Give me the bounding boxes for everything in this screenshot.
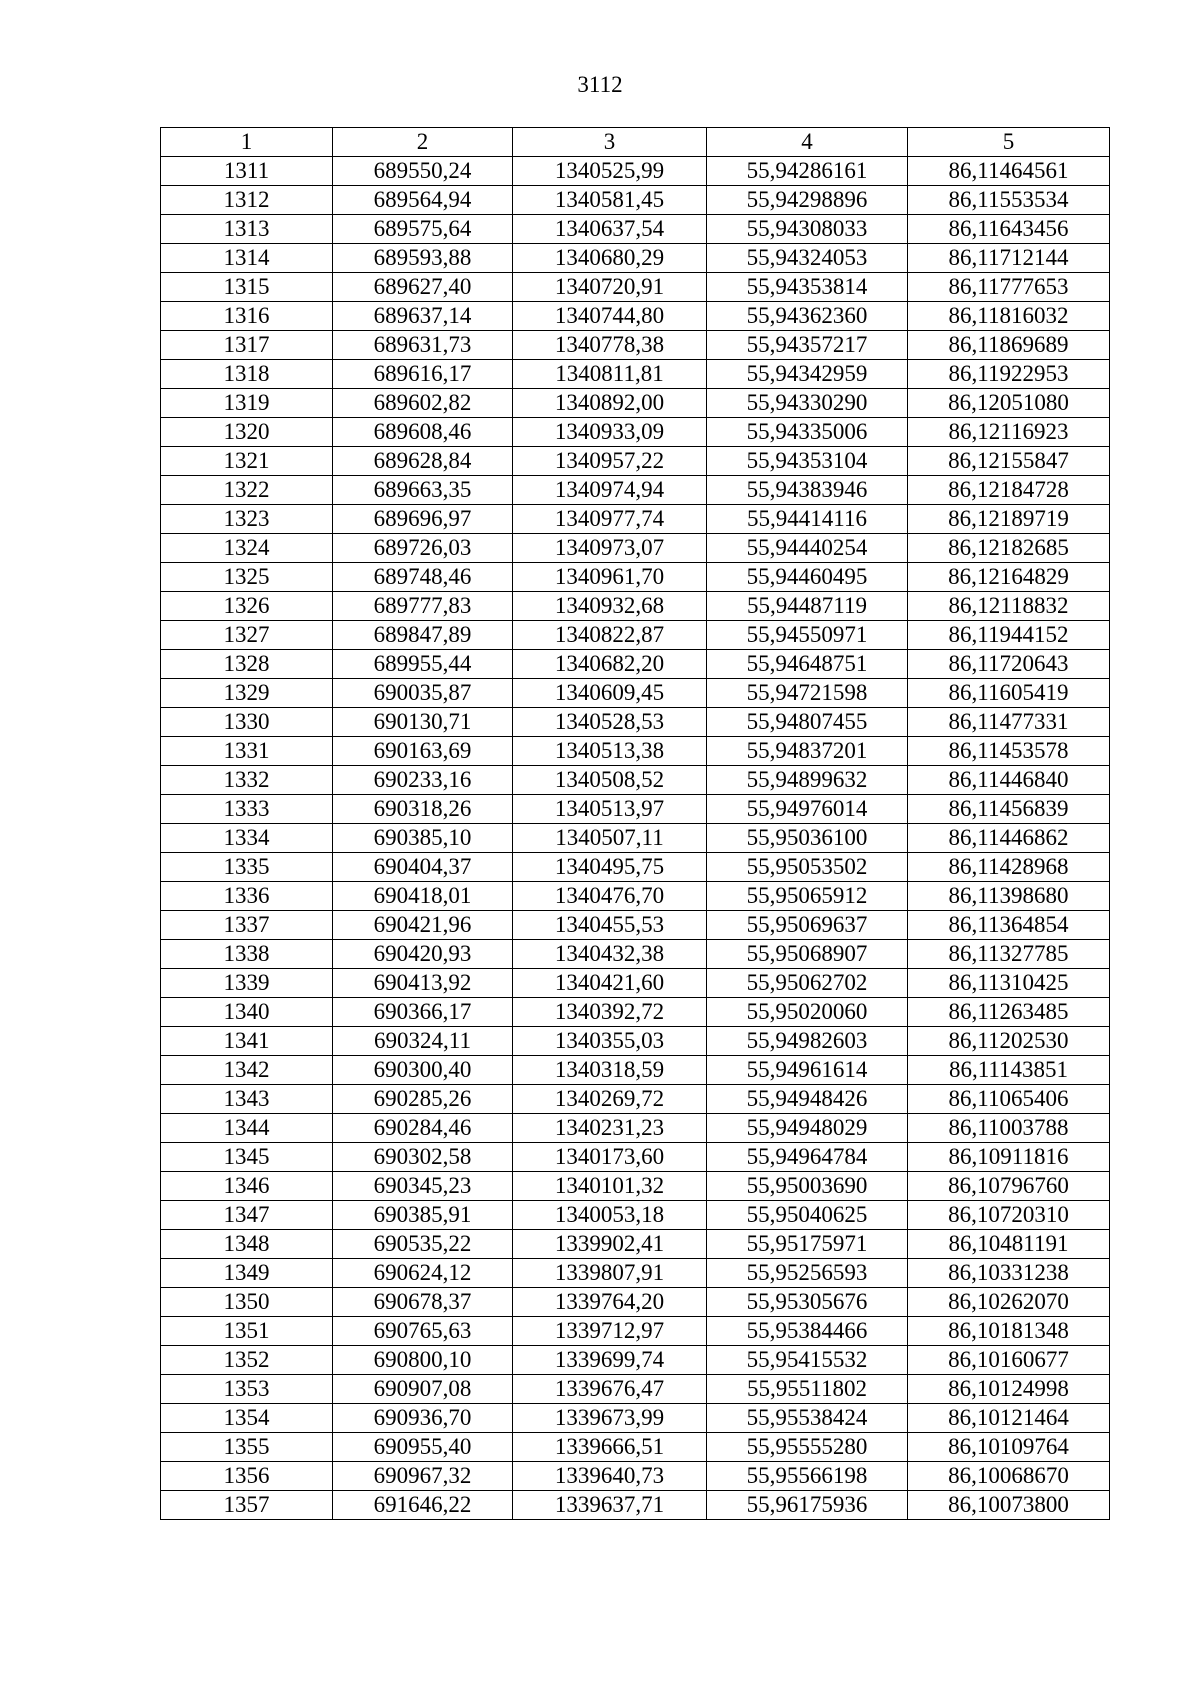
table-cell: 55,94362360 — [707, 302, 908, 331]
table-cell: 1340513,38 — [513, 737, 707, 766]
table-row — [161, 679, 1110, 708]
table-row — [161, 1375, 1110, 1404]
table-cell: 690233,16 — [333, 766, 513, 795]
table-cell: 689608,46 — [333, 418, 513, 447]
table-cell: 690955,40 — [333, 1433, 513, 1462]
table-cell: 1339673,99 — [513, 1404, 707, 1433]
table-row — [161, 273, 1110, 302]
table-cell: 1339666,51 — [513, 1433, 707, 1462]
table-cell: 86,12182685 — [908, 534, 1110, 563]
table-cell: 86,11446840 — [908, 766, 1110, 795]
table-cell: 86,11446862 — [908, 824, 1110, 853]
table-cell: 689627,40 — [333, 273, 513, 302]
table-row — [161, 360, 1110, 389]
table-cell: 1340455,53 — [513, 911, 707, 940]
table-cell: 689593,88 — [333, 244, 513, 273]
table-cell: 55,95305676 — [707, 1288, 908, 1317]
table-cell: 1351 — [161, 1317, 333, 1346]
table-cell: 1343 — [161, 1085, 333, 1114]
table-cell: 1315 — [161, 273, 333, 302]
table-cell: 1342 — [161, 1056, 333, 1085]
table-cell: 86,10720310 — [908, 1201, 1110, 1230]
table-cell: 1340508,52 — [513, 766, 707, 795]
table-cell: 1353 — [161, 1375, 333, 1404]
table-cell: 55,94648751 — [707, 650, 908, 679]
table-cell: 1340392,72 — [513, 998, 707, 1027]
table-cell: 690300,40 — [333, 1056, 513, 1085]
table-row — [161, 1230, 1110, 1259]
table-cell: 86,11777653 — [908, 273, 1110, 302]
table-cell: 1340495,75 — [513, 853, 707, 882]
table-row — [161, 505, 1110, 534]
table-cell: 86,11364854 — [908, 911, 1110, 940]
table-cell: 1335 — [161, 853, 333, 882]
table-cell: 55,94330290 — [707, 389, 908, 418]
table-row — [161, 476, 1110, 505]
table-cell: 55,95384466 — [707, 1317, 908, 1346]
table-cell: 1340682,20 — [513, 650, 707, 679]
table-cell: 55,94721598 — [707, 679, 908, 708]
table-row — [161, 1259, 1110, 1288]
table-cell: 86,11720643 — [908, 650, 1110, 679]
table-cell: 1340932,68 — [513, 592, 707, 621]
table-cell: 55,94948426 — [707, 1085, 908, 1114]
table-cell: 55,94899632 — [707, 766, 908, 795]
table-cell: 1340053,18 — [513, 1201, 707, 1230]
table-row — [161, 1143, 1110, 1172]
table-row — [161, 708, 1110, 737]
table-cell: 86,11398680 — [908, 882, 1110, 911]
table-cell: 55,94353104 — [707, 447, 908, 476]
table-row — [161, 1491, 1110, 1520]
table-cell: 55,94948029 — [707, 1114, 908, 1143]
table-cell: 1340778,38 — [513, 331, 707, 360]
table-cell: 689847,89 — [333, 621, 513, 650]
table-cell: 1340421,60 — [513, 969, 707, 998]
table-row — [161, 882, 1110, 911]
table-cell: 55,95069637 — [707, 911, 908, 940]
table-cell: 1340231,23 — [513, 1114, 707, 1143]
table-cell: 689696,97 — [333, 505, 513, 534]
table-cell: 1321 — [161, 447, 333, 476]
table-cell: 689602,82 — [333, 389, 513, 418]
table-cell: 1339640,73 — [513, 1462, 707, 1491]
table-cell: 1340581,45 — [513, 186, 707, 215]
table-cell: 1327 — [161, 621, 333, 650]
table-cell: 689748,46 — [333, 563, 513, 592]
table-cell: 86,12164829 — [908, 563, 1110, 592]
table-cell: 86,11922953 — [908, 360, 1110, 389]
table-row — [161, 1404, 1110, 1433]
table-cell: 55,94487119 — [707, 592, 908, 621]
table-cell: 1348 — [161, 1230, 333, 1259]
table-cell: 86,10911816 — [908, 1143, 1110, 1172]
column-header: 1 — [161, 128, 333, 157]
table-cell: 1339902,41 — [513, 1230, 707, 1259]
table-row — [161, 1201, 1110, 1230]
table-row — [161, 650, 1110, 679]
table-cell: 86,12155847 — [908, 447, 1110, 476]
table-cell: 1345 — [161, 1143, 333, 1172]
table-cell: 86,11263485 — [908, 998, 1110, 1027]
table-cell: 1340609,45 — [513, 679, 707, 708]
table-cell: 1350 — [161, 1288, 333, 1317]
table-cell: 689575,64 — [333, 215, 513, 244]
table-cell: 86,11869689 — [908, 331, 1110, 360]
table-cell: 690907,08 — [333, 1375, 513, 1404]
table-cell: 1354 — [161, 1404, 333, 1433]
table-cell: 55,95040625 — [707, 1201, 908, 1230]
table-cell: 1340513,97 — [513, 795, 707, 824]
table-row — [161, 215, 1110, 244]
table-cell: 86,12116923 — [908, 418, 1110, 447]
table-cell: 86,10068670 — [908, 1462, 1110, 1491]
table-cell: 86,10073800 — [908, 1491, 1110, 1520]
table-row — [161, 1317, 1110, 1346]
table-cell: 1347 — [161, 1201, 333, 1230]
table-cell: 1357 — [161, 1491, 333, 1520]
table-cell: 55,95053502 — [707, 853, 908, 882]
table-cell: 689777,83 — [333, 592, 513, 621]
table-cell: 689550,24 — [333, 157, 513, 186]
table-cell: 55,95062702 — [707, 969, 908, 998]
table-cell: 1339 — [161, 969, 333, 998]
table-cell: 691646,22 — [333, 1491, 513, 1520]
table-cell: 55,94353814 — [707, 273, 908, 302]
table-cell: 1340811,81 — [513, 360, 707, 389]
table-cell: 1325 — [161, 563, 333, 592]
table-cell: 86,11477331 — [908, 708, 1110, 737]
table-cell: 86,11453578 — [908, 737, 1110, 766]
table-cell: 55,95003690 — [707, 1172, 908, 1201]
table-cell: 86,11643456 — [908, 215, 1110, 244]
table-cell: 55,94383946 — [707, 476, 908, 505]
table-row — [161, 795, 1110, 824]
table-row — [161, 1433, 1110, 1462]
table-cell: 55,94308033 — [707, 215, 908, 244]
table-cell: 55,94342959 — [707, 360, 908, 389]
table-cell: 690420,93 — [333, 940, 513, 969]
table-cell: 55,96175936 — [707, 1491, 908, 1520]
table-header — [161, 128, 1110, 157]
table-cell: 690366,17 — [333, 998, 513, 1027]
table-cell: 86,11310425 — [908, 969, 1110, 998]
table-cell: 86,11464561 — [908, 157, 1110, 186]
table-row — [161, 592, 1110, 621]
table-cell: 86,12184728 — [908, 476, 1110, 505]
table-cell: 690385,91 — [333, 1201, 513, 1230]
column-header: 2 — [333, 128, 513, 157]
table-cell: 1333 — [161, 795, 333, 824]
table-row — [161, 940, 1110, 969]
table-cell: 690130,71 — [333, 708, 513, 737]
table-cell: 86,11327785 — [908, 940, 1110, 969]
table-cell: 1340173,60 — [513, 1143, 707, 1172]
table-cell: 55,94460495 — [707, 563, 908, 592]
table-cell: 1349 — [161, 1259, 333, 1288]
table-cell: 86,10160677 — [908, 1346, 1110, 1375]
table-row — [161, 853, 1110, 882]
table-cell: 1336 — [161, 882, 333, 911]
table-cell: 1340318,59 — [513, 1056, 707, 1085]
table-cell: 1329 — [161, 679, 333, 708]
table-row — [161, 1172, 1110, 1201]
table-cell: 1340525,99 — [513, 157, 707, 186]
table-cell: 690163,69 — [333, 737, 513, 766]
table-cell: 55,94976014 — [707, 795, 908, 824]
table-row — [161, 621, 1110, 650]
column-header: 3 — [513, 128, 707, 157]
table-cell: 1340 — [161, 998, 333, 1027]
table-cell: 690413,92 — [333, 969, 513, 998]
table-cell: 55,95068907 — [707, 940, 908, 969]
table-cell: 690678,37 — [333, 1288, 513, 1317]
table-cell: 690385,10 — [333, 824, 513, 853]
table-cell: 55,94982603 — [707, 1027, 908, 1056]
table-cell: 1346 — [161, 1172, 333, 1201]
table-cell: 689564,94 — [333, 186, 513, 215]
table-cell: 690404,37 — [333, 853, 513, 882]
table-cell: 1339807,91 — [513, 1259, 707, 1288]
table-row — [161, 737, 1110, 766]
table-cell: 690285,26 — [333, 1085, 513, 1114]
table-cell: 1340977,74 — [513, 505, 707, 534]
table-cell: 55,95555280 — [707, 1433, 908, 1462]
table-cell: 86,10331238 — [908, 1259, 1110, 1288]
table-cell: 86,11202530 — [908, 1027, 1110, 1056]
table-cell: 1322 — [161, 476, 333, 505]
table-cell: 1317 — [161, 331, 333, 360]
table-cell: 55,95175971 — [707, 1230, 908, 1259]
table-row — [161, 447, 1110, 476]
table-cell: 1332 — [161, 766, 333, 795]
table-cell: 1340974,94 — [513, 476, 707, 505]
table-row — [161, 418, 1110, 447]
table-cell: 1318 — [161, 360, 333, 389]
table-cell: 86,12118832 — [908, 592, 1110, 621]
table-cell: 55,95256593 — [707, 1259, 908, 1288]
table-row — [161, 824, 1110, 853]
table-cell: 1340892,00 — [513, 389, 707, 418]
table-cell: 1334 — [161, 824, 333, 853]
table-cell: 689616,17 — [333, 360, 513, 389]
table-cell: 690624,12 — [333, 1259, 513, 1288]
table-cell: 86,12051080 — [908, 389, 1110, 418]
table-cell: 86,10796760 — [908, 1172, 1110, 1201]
table-cell: 55,95511802 — [707, 1375, 908, 1404]
table-cell: 689726,03 — [333, 534, 513, 563]
table-row — [161, 534, 1110, 563]
table-cell: 1340432,38 — [513, 940, 707, 969]
table-cell: 86,11065406 — [908, 1085, 1110, 1114]
table-cell: 690421,96 — [333, 911, 513, 940]
table-cell: 1352 — [161, 1346, 333, 1375]
table-cell: 689631,73 — [333, 331, 513, 360]
table-row — [161, 911, 1110, 940]
table-cell: 1320 — [161, 418, 333, 447]
table-cell: 689637,14 — [333, 302, 513, 331]
table-row — [161, 1027, 1110, 1056]
table-cell: 55,94440254 — [707, 534, 908, 563]
table-cell: 55,95538424 — [707, 1404, 908, 1433]
table-cell: 689628,84 — [333, 447, 513, 476]
table-cell: 55,94357217 — [707, 331, 908, 360]
table-cell: 690967,32 — [333, 1462, 513, 1491]
table-cell: 55,94550971 — [707, 621, 908, 650]
table-cell: 55,94807455 — [707, 708, 908, 737]
table-cell: 86,11816032 — [908, 302, 1110, 331]
table-cell: 689955,44 — [333, 650, 513, 679]
table-cell: 86,10262070 — [908, 1288, 1110, 1317]
table-cell: 1313 — [161, 215, 333, 244]
table-cell: 1340822,87 — [513, 621, 707, 650]
table-body — [161, 157, 1110, 1520]
table-cell: 690318,26 — [333, 795, 513, 824]
table-cell: 1344 — [161, 1114, 333, 1143]
table-cell: 86,11944152 — [908, 621, 1110, 650]
table-cell: 690535,22 — [333, 1230, 513, 1259]
table-cell: 55,95566198 — [707, 1462, 908, 1491]
table-cell: 55,94414116 — [707, 505, 908, 534]
table-row — [161, 157, 1110, 186]
table-cell: 1314 — [161, 244, 333, 273]
table-cell: 86,10124998 — [908, 1375, 1110, 1404]
table-cell: 1319 — [161, 389, 333, 418]
table-cell: 86,10109764 — [908, 1433, 1110, 1462]
table-cell: 86,10181348 — [908, 1317, 1110, 1346]
table-cell: 86,10121464 — [908, 1404, 1110, 1433]
table-cell: 1340933,09 — [513, 418, 707, 447]
table-cell: 86,11712144 — [908, 244, 1110, 273]
table-cell: 55,94964784 — [707, 1143, 908, 1172]
table-row — [161, 389, 1110, 418]
table-cell: 1340680,29 — [513, 244, 707, 273]
page-number: 3112 — [577, 72, 623, 97]
table-cell: 86,11143851 — [908, 1056, 1110, 1085]
table-cell: 1312 — [161, 186, 333, 215]
table-cell: 690284,46 — [333, 1114, 513, 1143]
table-cell: 1330 — [161, 708, 333, 737]
table-cell: 1340637,54 — [513, 215, 707, 244]
header-row — [161, 128, 1110, 157]
table-row — [161, 331, 1110, 360]
table-row — [161, 1288, 1110, 1317]
table-row — [161, 998, 1110, 1027]
table-cell: 690035,87 — [333, 679, 513, 708]
table-row — [161, 186, 1110, 215]
table-cell: 1340957,22 — [513, 447, 707, 476]
table-cell: 86,11428968 — [908, 853, 1110, 882]
table-cell: 86,11605419 — [908, 679, 1110, 708]
table-cell: 55,94324053 — [707, 244, 908, 273]
table-cell: 1338 — [161, 940, 333, 969]
table-cell: 1324 — [161, 534, 333, 563]
table-cell: 1331 — [161, 737, 333, 766]
table-cell: 1340507,11 — [513, 824, 707, 853]
table-cell: 1340961,70 — [513, 563, 707, 592]
table-cell: 690800,10 — [333, 1346, 513, 1375]
coordinates-table — [160, 127, 1110, 1520]
table-row — [161, 244, 1110, 273]
table-row — [161, 1085, 1110, 1114]
table-cell: 55,94286161 — [707, 157, 908, 186]
table-row — [161, 1056, 1110, 1085]
table-cell: 86,11456839 — [908, 795, 1110, 824]
table-cell: 1316 — [161, 302, 333, 331]
table-row — [161, 969, 1110, 998]
table-cell: 1339637,71 — [513, 1491, 707, 1520]
table-cell: 55,95065912 — [707, 882, 908, 911]
table-cell: 1340720,91 — [513, 273, 707, 302]
table-cell: 86,11003788 — [908, 1114, 1110, 1143]
table-cell: 690765,63 — [333, 1317, 513, 1346]
table-cell: 690302,58 — [333, 1143, 513, 1172]
table-cell: 1340269,72 — [513, 1085, 707, 1114]
table-cell: 1323 — [161, 505, 333, 534]
table-row — [161, 766, 1110, 795]
table-cell: 1311 — [161, 157, 333, 186]
table-row — [161, 1346, 1110, 1375]
table-cell: 1340973,07 — [513, 534, 707, 563]
table-row — [161, 1114, 1110, 1143]
table-cell: 55,94298896 — [707, 186, 908, 215]
table-cell: 86,11553534 — [908, 186, 1110, 215]
table-cell: 690936,70 — [333, 1404, 513, 1433]
table-cell: 689663,35 — [333, 476, 513, 505]
table-cell: 55,94837201 — [707, 737, 908, 766]
table-cell: 1339676,47 — [513, 1375, 707, 1404]
table-cell: 1355 — [161, 1433, 333, 1462]
table-cell: 690418,01 — [333, 882, 513, 911]
table-cell: 1339764,20 — [513, 1288, 707, 1317]
table-row — [161, 1462, 1110, 1491]
table-cell: 1339699,74 — [513, 1346, 707, 1375]
table-cell: 55,95020060 — [707, 998, 908, 1027]
table-cell: 1339712,97 — [513, 1317, 707, 1346]
table-cell: 86,10481191 — [908, 1230, 1110, 1259]
table-cell: 1340101,32 — [513, 1172, 707, 1201]
table-cell: 1341 — [161, 1027, 333, 1056]
table-cell: 1340476,70 — [513, 882, 707, 911]
table-cell: 55,94961614 — [707, 1056, 908, 1085]
table-cell: 1340744,80 — [513, 302, 707, 331]
table-row — [161, 302, 1110, 331]
table-cell: 55,94335006 — [707, 418, 908, 447]
table-cell: 1340355,03 — [513, 1027, 707, 1056]
table-cell: 1328 — [161, 650, 333, 679]
table-cell: 86,12189719 — [908, 505, 1110, 534]
column-header: 4 — [707, 128, 908, 157]
table-cell: 55,95036100 — [707, 824, 908, 853]
table-cell: 55,95415532 — [707, 1346, 908, 1375]
table-cell: 1337 — [161, 911, 333, 940]
table-cell: 690345,23 — [333, 1172, 513, 1201]
table-cell: 1326 — [161, 592, 333, 621]
table-cell: 1356 — [161, 1462, 333, 1491]
column-header: 5 — [908, 128, 1110, 157]
table-cell: 1340528,53 — [513, 708, 707, 737]
table-cell: 690324,11 — [333, 1027, 513, 1056]
table-row — [161, 563, 1110, 592]
